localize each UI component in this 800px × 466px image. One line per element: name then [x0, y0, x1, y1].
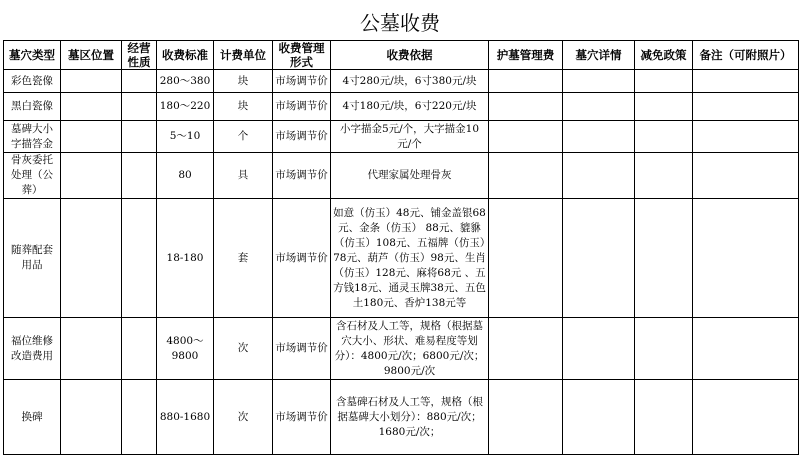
- cell-form: 市场调节价: [273, 199, 331, 318]
- table-row: [4, 153, 799, 199]
- table-row: [4, 318, 799, 380]
- cell-detail: [563, 93, 635, 121]
- cell-standard: 80: [157, 153, 214, 199]
- table-row: [4, 199, 799, 318]
- cell-maintenance: [489, 121, 563, 153]
- col-header-nature: 经营性质: [122, 41, 157, 70]
- cell-maintenance: [489, 380, 563, 455]
- cell-basis: 含墓碑石材及人工等，规格（根据墓碑大小划分）：880元/次；1680元/次；: [331, 380, 489, 455]
- cell-type: 黑白瓷像: [4, 93, 61, 121]
- cell-unit: 块: [214, 70, 273, 93]
- cell-policy: [635, 121, 693, 153]
- col-header-basis: 收费依据: [331, 41, 489, 70]
- cell-standard: 5～10: [157, 121, 214, 153]
- cell-type: 换碑: [4, 380, 61, 455]
- cell-type: 随葬配套用品: [4, 199, 61, 318]
- cell-standard: 4800～9800: [157, 318, 214, 380]
- cell-policy: [635, 153, 693, 199]
- cell-policy: [635, 70, 693, 93]
- cell-policy: [635, 93, 693, 121]
- cell-unit: 次: [214, 380, 273, 455]
- cell-type: 彩色瓷像: [4, 70, 61, 93]
- cell-unit: 块: [214, 93, 273, 121]
- cell-form: 市场调节价: [273, 93, 331, 121]
- cell-remark: [693, 318, 799, 380]
- col-header-maintenance: 护墓管理费: [489, 41, 563, 70]
- cell-remark: [693, 380, 799, 455]
- cell-detail: [563, 380, 635, 455]
- cell-form: 市场调节价: [273, 380, 331, 455]
- cell-remark: [693, 199, 799, 318]
- cell-nature: [122, 153, 157, 199]
- cell-unit: 次: [214, 318, 273, 380]
- cell-location: [61, 93, 122, 121]
- col-header-policy: 减免政策: [635, 41, 693, 70]
- cell-detail: [563, 199, 635, 318]
- cell-maintenance: [489, 318, 563, 380]
- cell-type: 墓碑大小字描答金: [4, 121, 61, 153]
- col-header-location: 墓区位置: [61, 41, 122, 70]
- fee-table: [3, 40, 799, 455]
- cell-unit: 个: [214, 121, 273, 153]
- cell-remark: [693, 121, 799, 153]
- cell-unit: 具: [214, 153, 273, 199]
- cell-basis: 代理家属处理骨灰: [331, 153, 489, 199]
- cell-policy: [635, 199, 693, 318]
- cell-basis: 4寸180元/块，6寸220元/块: [331, 93, 489, 121]
- cell-standard: 280～380: [157, 70, 214, 93]
- col-header-unit: 计费单位: [214, 41, 273, 70]
- cell-location: [61, 318, 122, 380]
- col-header-type: 墓穴类型: [4, 41, 61, 70]
- cell-nature: [122, 93, 157, 121]
- cell-form: 市场调节价: [273, 318, 331, 380]
- header-row: [4, 41, 799, 70]
- cell-nature: [122, 380, 157, 455]
- cell-policy: [635, 380, 693, 455]
- table-row: [4, 93, 799, 121]
- cell-type: 福位维修改造费用: [4, 318, 61, 380]
- table-row: [4, 380, 799, 455]
- cell-form: 市场调节价: [273, 70, 331, 93]
- cell-maintenance: [489, 93, 563, 121]
- cell-basis: 小字描金5元/个，大字描金10元/个: [331, 121, 489, 153]
- cell-location: [61, 199, 122, 318]
- cell-location: [61, 121, 122, 153]
- cell-form: 市场调节价: [273, 153, 331, 199]
- col-header-remark: 备注（可附照片）: [693, 41, 799, 70]
- cell-type: 骨灰委托处理（公葬）: [4, 153, 61, 199]
- cell-unit: 套: [214, 199, 273, 318]
- cell-detail: [563, 318, 635, 380]
- cell-basis: 含石材及人工等，规格（根据墓穴大小、形状、难易程度等划分）：4800元/次；6800元/次；9800元/次: [331, 318, 489, 380]
- cell-basis: 4寸280元/块，6寸380元/块: [331, 70, 489, 93]
- cell-remark: [693, 93, 799, 121]
- cell-maintenance: [489, 199, 563, 318]
- cell-detail: [563, 70, 635, 93]
- table-row: [4, 70, 799, 93]
- cell-nature: [122, 199, 157, 318]
- cell-nature: [122, 70, 157, 93]
- cell-nature: [122, 121, 157, 153]
- cell-detail: [563, 121, 635, 153]
- cell-standard: 880-1680: [157, 380, 214, 455]
- col-header-detail: 墓穴详情: [563, 41, 635, 70]
- cell-remark: [693, 70, 799, 93]
- table-row: [4, 121, 799, 153]
- cell-nature: [122, 318, 157, 380]
- cell-remark: [693, 153, 799, 199]
- col-header-standard: 收费标准: [157, 41, 214, 70]
- cell-detail: [563, 153, 635, 199]
- cell-policy: [635, 318, 693, 380]
- page-title: 公墓收费: [360, 10, 440, 35]
- cell-standard: 180～220: [157, 93, 214, 121]
- cell-location: [61, 153, 122, 199]
- cell-location: [61, 70, 122, 93]
- col-header-form: 收费管理形式: [273, 41, 331, 70]
- cell-form: 市场调节价: [273, 121, 331, 153]
- cell-standard: 18-180: [157, 199, 214, 318]
- cell-basis: 如意（仿玉）48元、铺金盖银68元、金条（仿玉） 88元、貔貅（仿玉）108元、五福牌（仿玉）78元、葫芦（仿玉）98元、生肖（仿玉）128元、麻将68元 、五方钱18元、通灵玉牌38元、五色土180元、香炉138元等: [331, 199, 489, 318]
- cell-maintenance: [489, 153, 563, 199]
- cell-maintenance: [489, 70, 563, 93]
- cell-location: [61, 380, 122, 455]
